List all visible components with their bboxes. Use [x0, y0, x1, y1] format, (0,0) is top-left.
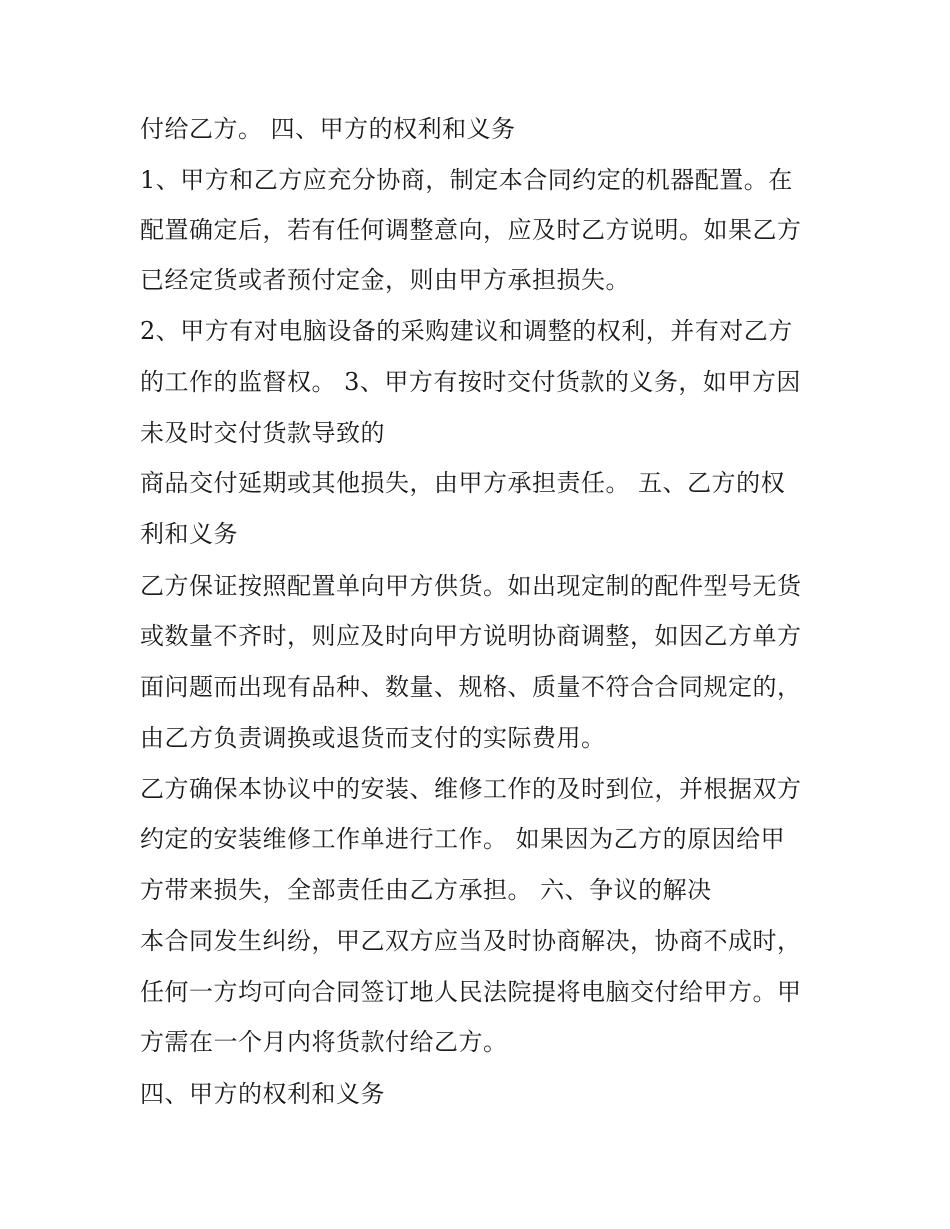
text-line: 2、甲方有对电脑设备的采购建议和调整的权利，并有对乙方 — [140, 317, 793, 345]
text-line: 约定的安装维修工作单进行工作。 如果因为乙方的原因给甲 — [140, 825, 786, 853]
text-line: 乙方确保本协议中的安装、维修工作的及时到位，并根据双方 — [140, 775, 802, 803]
text-line: 付给乙方。 四、甲方的权利和义务 — [140, 115, 516, 143]
text-line: 未及时交付货款导致的 — [140, 419, 385, 447]
text-line: 已经定货或者预付定金，则由甲方承担损失。 — [140, 266, 630, 294]
text-line: 方需在一个月内将货款付给乙方。 — [140, 1028, 508, 1056]
text-line: 本合同发生纠纷，甲乙双方应当及时协商解决，协商不成时， — [140, 927, 802, 955]
text-line: 配置确定后，若有任何调整意向，应及时乙方说明。如果乙方 — [140, 216, 802, 244]
text-line: 方带来损失，全部责任由乙方承担。 六、争议的解决 — [140, 876, 712, 904]
text-line: 由乙方负责调换或退货而支付的实际费用。 — [140, 724, 606, 752]
text-line: 面问题而出现有品种、数量、规格、质量不符合合同规定的， — [140, 673, 802, 701]
text-line: 的工作的监督权。 3、甲方有按时交付货款的义务，如甲方因 — [140, 368, 801, 396]
text-line: 四、甲方的权利和义务 — [140, 1080, 385, 1108]
text-line: 1、甲方和乙方应充分协商，制定本合同约定的机器配置。在 — [140, 166, 793, 194]
text-line: 利和义务 — [140, 520, 238, 548]
text-line: 商品交付延期或其他损失，由甲方承担责任。 五、乙方的权 — [140, 469, 786, 497]
text-line: 乙方保证按照配置单向甲方供货。如出现定制的配件型号无货 — [140, 572, 802, 600]
text-line: 或数量不齐时，则应及时向甲方说明协商调整，如因乙方单方 — [140, 622, 802, 650]
text-line: 任何一方均可向合同签订地人民法院提将电脑交付给甲方。甲 — [140, 978, 802, 1006]
